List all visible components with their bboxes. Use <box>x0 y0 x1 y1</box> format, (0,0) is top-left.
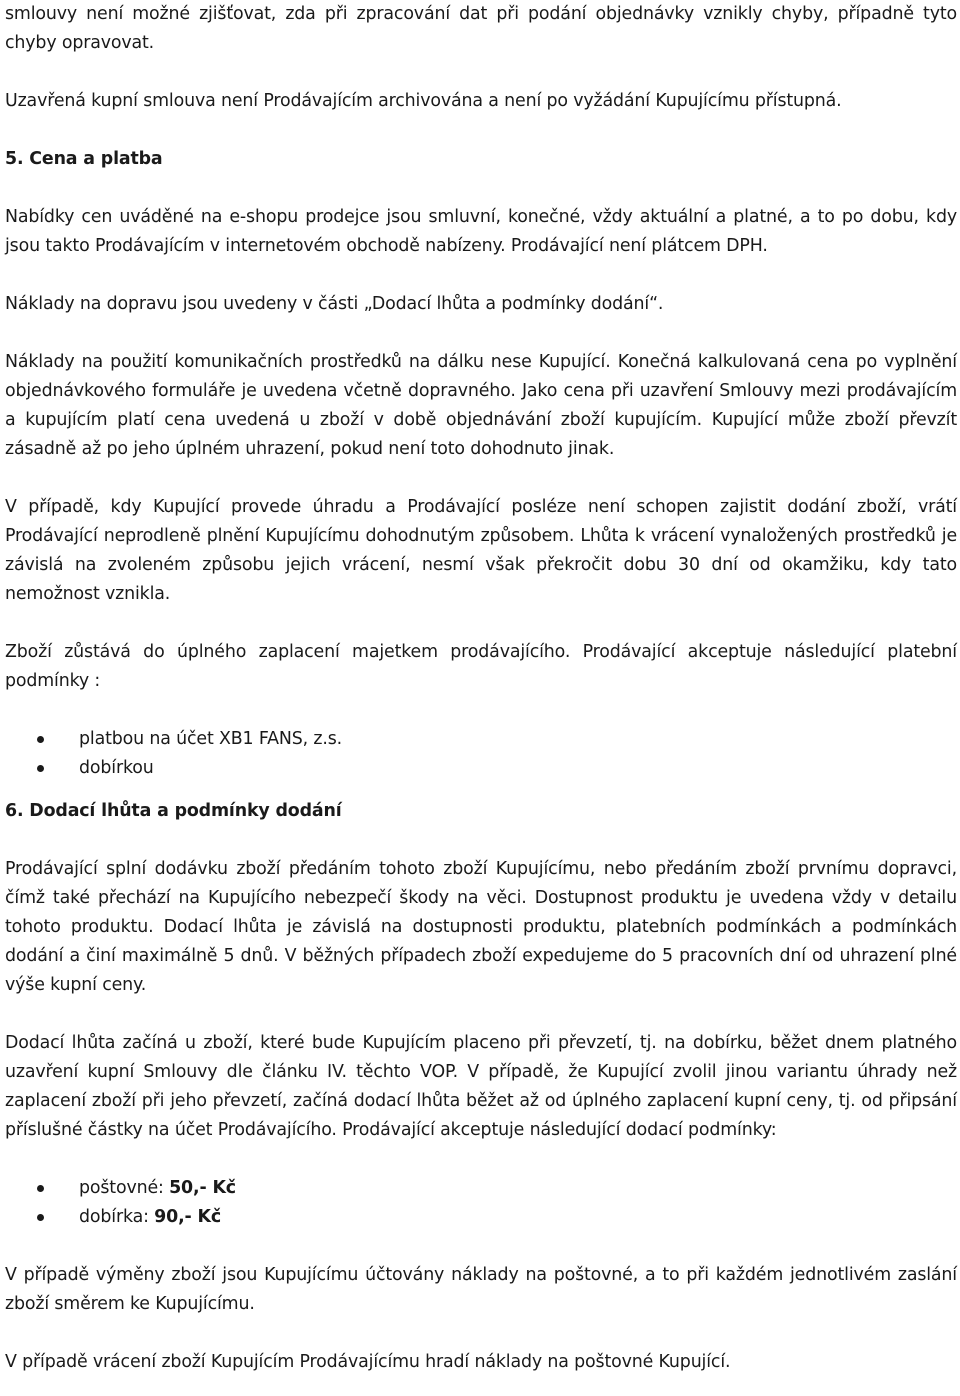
section-5-paragraph-3: Náklady na použití komunikačních prostředků na dálku nese Kupující. Konečná kalkulovaná cena po vyplnění objednávkového formuláře je uvedena včetně dopravného. Jako cena při uzavření Smlouvy mezi prodávajícím a kupujícím platí cena uvedená u zboží v době objednávání zboží kupujícím. Kupující může zboží převzít zásadně až po jeho úplném uhrazení, pokud není toto dohodnuto jinak. <box>5 352 957 459</box>
bullet-icon <box>37 736 44 743</box>
bullet-icon <box>37 1214 44 1221</box>
list-item <box>5 1174 957 1203</box>
payment-method-label: dobírkou <box>79 758 154 778</box>
delivery-fee-value: 50,- Kč <box>169 1178 236 1198</box>
list-item <box>5 1203 957 1232</box>
section-6-heading: 6. Dodací lhůta a podmínky dodání <box>5 801 342 821</box>
section-6-paragraph-1: Prodávající splní dodávku zboží předáním tohoto zboží Kupujícímu, nebo předáním zboží prvnímu dopravci, čímž také přechází na Kupujícího nebezpečí škody na věci. Dostupnost produktu je uvedena vždy v detailu tohoto produktu. Dodací lhůta je závislá na dostupnosti produktu, platebních podmínkách a podmínkách dodání a činí maximálně 5 dnů. V běžných případech zboží expedujeme do 5 pracovních dní od uhrazení plné výše kupní ceny. <box>5 859 957 995</box>
bullet-icon <box>37 1185 44 1192</box>
list-item <box>5 725 957 754</box>
document-page <box>5 0 957 1377</box>
section-5-paragraph-2: Náklady na dopravu jsou uvedeny v části „Dodací lhůta a podmínky dodání“. <box>5 294 664 314</box>
section-6-paragraph-2: Dodací lhůta začíná u zboží, které bude Kupujícím placeno při převzetí, tj. na dobírku, běžet dnem platného uzavření kupní Smlouvy dle článku IV. těchto VOP. V případě, že Kupující zvolil jinou variantu úhrady než zaplacení zboží při jeho převzetí, začíná dodací lhůta běžet až od úplného zaplacení kupní ceny, tj. od připsání příslušné částky na účet Prodávajícího. Prodávající akceptuje následující dodací podmínky: <box>5 1033 957 1140</box>
intro-paragraph-2: Uzavřená kupní smlouva není Prodávajícím archivována a není po vyžádání Kupujícímu přístupná. <box>5 91 842 111</box>
delivery-fee-label: dobírka: <box>79 1207 155 1227</box>
delivery-fees-list <box>5 1174 957 1232</box>
payment-methods-list <box>5 725 957 783</box>
delivery-fee-value: 90,- Kč <box>154 1207 221 1227</box>
payment-method-label: platbou na účet XB1 FANS, z.s. <box>79 729 342 749</box>
section-5-paragraph-4: V případě, kdy Kupující provede úhradu a Prodávající posléze není schopen zajistit dodání zboží, vrátí Prodávající neprodleně plnění Kupujícímu dohodnutým způsobem. Lhůta k vrácení vynaložených prostředků je závislá na zvoleném způsobu jejich vrácení, nesmí však překročit dobu 30 dní od okamžiku, kdy tato nemožnost vznikla. <box>5 497 957 604</box>
section-5-heading: 5. Cena a platba <box>5 149 163 169</box>
delivery-fee-label: poštovné: <box>79 1178 170 1198</box>
section-5-paragraph-5: Zboží zůstává do úplného zaplacení majetkem prodávajícího. Prodávající akceptuje následující platební podmínky : <box>5 642 957 691</box>
section-6-paragraph-3: V případě výměny zboží jsou Kupujícímu účtovány náklady na poštovné, a to při každém jednotlivém zaslání zboží směrem ke Kupujícímu. <box>5 1265 957 1314</box>
intro-paragraph-1: smlouvy není možné zjišťovat, zda při zpracování dat při podání objednávky vznikly chyby, případně tyto chyby opravovat. <box>5 4 957 53</box>
section-6-paragraph-4: V případě vrácení zboží Kupujícím Prodávajícímu hradí náklady na poštovné Kupující. <box>5 1352 731 1372</box>
section-5-paragraph-1: Nabídky cen uváděné na e-shopu prodejce jsou smluvní, konečné, vždy aktuální a platné, a to po dobu, kdy jsou takto Prodávajícím v internetovém obchodě nabízeny. Prodávající není plátcem DPH. <box>5 207 957 256</box>
list-item <box>5 754 957 783</box>
bullet-icon <box>37 765 44 772</box>
